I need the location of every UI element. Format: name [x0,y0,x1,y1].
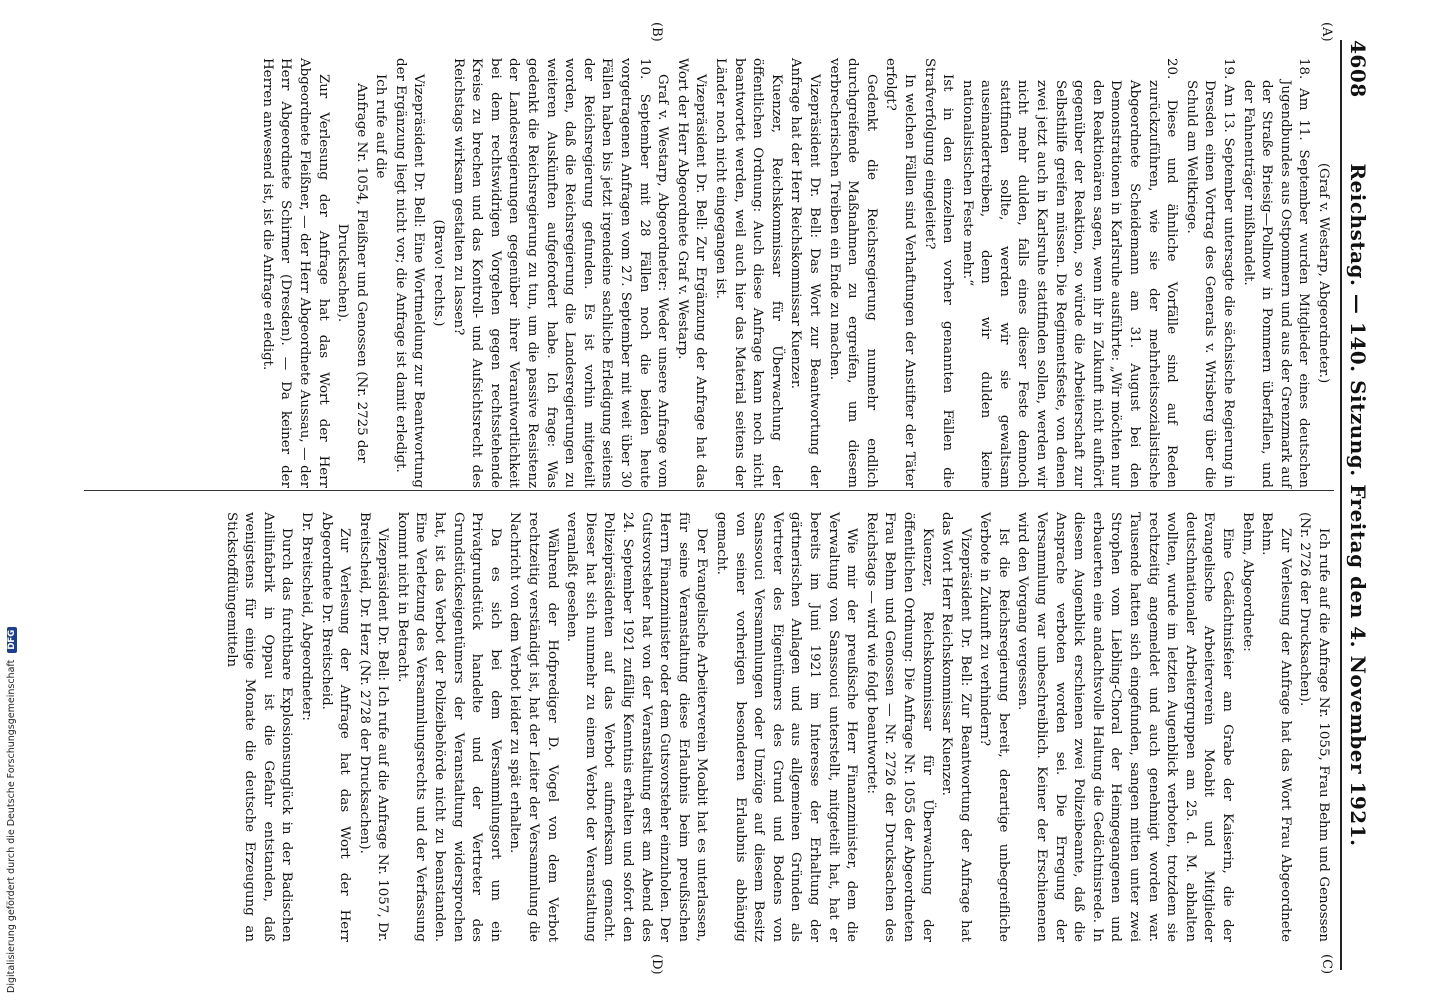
footer-text: Digitalisierung gefördert durch die Deutsche Forschungsgemeinschaft [6,659,17,993]
page-title: Reichstag. — 140. Sitzung. Freitag den 4. November 1921. [1346,163,1370,847]
paragraph: Durch das furchtbare Explosionsunglück in der Badischen Anilinfabrik in Oppau ist die Gefahr entstanden, daß wenigstens für einige Monate die deutsche Erzeugung an Stickstoffdüngemitteln [223,512,295,942]
paragraph: Ich rufe auf die Anfrage Nr. 1055, Frau Behm und Genossen (Nr. 2726 der Drucksachen). [1297,512,1331,942]
dfg-logo: DFG [7,627,17,653]
paragraph: Graf v. Westarp, Abgeordneter: Weder unsere Anfrage vom 10. September mit 28 Fällen noch die beiden heute vorgetragenen Anfragen vom 27. September mit weit über 30 Fällen haben bis jetzt irgendeine sachliche Erledigung seitens der Reichsregierung gefunden. Es ist vorhin mitgeteilt worden, daß die Reichsregierung die Landesregierungen zu weiteren Auskünften aufgefordert habe. Ich frage: Was gedenkt die Reichsregierung zu tun, um die passive Resistenz der Landesregierungen gegenüber ihrer Verantwortlichkeit bei dem rechtswidrigen Vorgehen gegen rechtsstehende Kreise zu brechen und das Kontroll- und Aufsichtsrecht des Reichstags wirksam gestalten zu lassen? [450,58,671,488]
right-column [220,512,1332,942]
page-number: 4608 [1346,40,1370,98]
paragraph: 18. Am 11. September wurden Mitglieder eines deutschen Jugendbundes aus Ostpommern und aus der Grenzmark auf der Straße Briesig—Pollnow in Pommern überfallen, und der Fahnenträger mißhandelt. [1240,58,1312,489]
speaker-line: Dr. Breitscheid, Abgeordneter: [298,512,314,721]
paragraph: Vizepräsident Dr. Bell: Das Wort zur Beantwortung der Anfrage hat der Herr Reichskommissar Kuenzer. [788,58,822,488]
interjection: (Bravo! rechts.) [431,219,447,327]
paragraph: Anfrage Nr. 1054, Fleißner und Genossen (Nr. 2725 der Drucksachen). [335,83,369,463]
document-page [74,20,1374,980]
column-divider [84,490,1334,491]
margin-marker-b: (B) [649,22,664,42]
paragraph: Vizepräsident Dr. Bell: Zur Ergänzung der Anfrage hat das Wort der Herr Abgeordnete Graf v. Westarp. [674,58,709,488]
paragraph: Gedenkt die Reichsregierung nunmehr endlich durchgreifende Maßnahmen zu ergreifen, um diesem verbrecherischen Treiben ein Ende zu machen. [826,58,879,488]
paragraph: Der Evangelische Arbeiterverein Moabit hat es unterlassen, für seine Veranstaltung diese Erlaubnis beim preußischen Herrn Finanzminister oder dem Gutsvorsteher einzuholen. Der Gutsvorsteher hat von der Veranstaltung erst am Abend des 24. September 1921 zufällig Kenntnis erhalten und sofort den Polizeipräsidenten auf das Verbot aufmerksam gemacht. Dieser hat sich nunmehr zu einem Verbot der Veranstaltung veranlaßt gesehen. [564,512,710,942]
paragraph: Kuenzer, Reichskommissar für Überwachung der öffentlichen Ordnung: Die Anfrage Nr. 1055 der Abgeordneten Frau Behm und Genossen — Nr. 2726 der Drucksachen des Reichstags — wird wie folgt beantwortet: [863,512,935,942]
paragraph: In welchen Fällen sind Verhaftungen der Anstifter der Täter erfolgt? [883,58,917,488]
page-header [1340,40,1370,970]
paragraph: Kuenzer, Reichskommissar für Überwachung der öffentlichen Ordnung: Auch diese Anfrage kann noch nicht beantwortet werden, weil auch hier das Material seitens der Länder noch nicht eingegangen ist. [713,58,784,488]
paragraph: Ich rufe auf die [373,74,389,179]
margin-marker-a: (A) [1319,22,1334,42]
paragraph: Vizepräsident Dr. Bell: Ich rufe auf die Anfrage Nr. 1057, Dr. Breitscheid, Dr. Herz (Nr. 2728 der Drucksachen). [356,512,391,942]
paragraph: Vizepräsident Dr. Bell: Zur Beantwortung der Anfrage hat das Wort Herr Reichskommissar Kuenzer. [939,512,973,942]
digitization-footer [6,627,17,993]
paragraph: Zur Verlesung der Anfrage hat das Wort der Herr Abgeordnete Fleißner, — der Herr Abgeordnete Aussau, — der Herr Abgeordnete Schirmer (Dresden). — Da keiner der Herren anwesend ist, ist die Anfrage erledigt. [259,58,331,488]
margin-marker-d: (D) [649,954,664,975]
speaker-line: Behm, Abgeordnete: [1239,512,1255,652]
paragraph: Da es sich bei dem Versammlungsort um ein Privatgrundstück handelte und der Vertreter des Grundstückseigentümers der Veranstaltung widersprochen hat, ist das Verbot der Polizeibehörde nicht zu beanstanden. Eine Verletzung des Versammlungsrechts und der Verfassung kommt nicht in Betracht. [394,512,503,942]
paragraph: Vizepräsident Dr. Bell: Eine Wortmeldung zur Beantwortung der Ergänzung liegt nicht vor; die Anfrage ist damit erledigt. [392,58,427,488]
paragraph: Eine Gedächtnisfeier am Grabe der Kaiserin, die der Evangelische Arbeiterverein Moabit und Mitglieder deutschnationaler Arbeitergruppen am 25. d. M. abhalten wollten, wurde im letzten Augenblick verboten, trotzdem sie rechtzeitig angemeldet und auch genehmigt worden war. Tausende hatten sich eingefunden, sangen mitten unter zwei Strophen vom Liebling-Choral der Heimgegangenen und erbauerten eine andachtsvolle Haltung die Gedächtnisrede. In diesem Augenblick erschienen zwei Polizeibeamte, daß die Ansprache verboten worden sei. Die Erregung der Versammlung war unbeschreiblich. Keiner der Erschienenen wird den Vorgang vergessen. [1015,512,1236,942]
running-speaker: (Graf v. Westarp, Abgeordneter.) [1316,162,1331,384]
paragraph: Wie mir der preußische Herr Finanzminister, dem die Verwaltung von Sanssouci unterstellt, mitgeteilt hat, hat er bereits im Juni 1921 im Interesse der Erhaltung der gärtnerischen Anlagen und aus allgemeinen Gründen als Vertreter des Eigentümers des Grund und Bodens von Sanssouci Versammlungen oder Umzüge auf diesem Besitz von seiner vorherigen besonderen Erlaubnis abhängig gemacht. [714,512,860,942]
paragraph: Ist die Reichsregierung bereit, derartige unbegreifliche Verbote in Zukunft zu verhindern? [977,512,1011,942]
margin-marker-c: (C) [1319,954,1334,975]
paragraph: Zur Verlesung der Anfrage hat das Wort Frau Abgeordnete Behm. [1259,512,1293,942]
paragraph: 19. Am 13. September untersagte die sächsische Regierung in Dresden einen Vortrag des Generals v. Wrisberg über die Schuld am Weltkriege. [1183,58,1237,488]
paragraph: 20. Diese und ähnliche Vorfälle sind auf Reden zurückzuführen, wie sie der mehrheitssozialistische Abgeordnete Scheidemann am 31. August bei den Demonstrationen in Karlsruhe ausführte: „Wir möchten nur den Reaktionären sagen, wenn ihr in Zukunft nicht aufhört gegenüber der Reaktion, so würde die Arbeiterschaft zur Selbsthilfe greifen müssen. Die Regimentsfeste, von denen zwei jetzt auch in Karlsruhe stattfinden sollen, werden wir nicht mehr dulden, falls eines dieser Feste dennoch stattfinden sollte, werden wir sie gewaltsam auseinandertreiben, denn wir dulden keine nationalistischen Feste mehr.“ [959,58,1180,488]
left-column [256,58,1332,488]
paragraph: Ist in den einzelnen vorher genannten Fällen die Strafverfolgung eingeleitet? [921,58,956,488]
paragraph: Zur Verlesung der Anfrage hat das Wort der Herr Abgeordnete Dr. Breitscheid. [318,512,353,942]
paragraph: Während der Hofprediger D. Vogel von dem Verbot rechtzeitig verständigt ist, hat der Leiter der Versammlung die Nachricht von dem Verbot leider zu spät erhalten. [507,512,560,942]
